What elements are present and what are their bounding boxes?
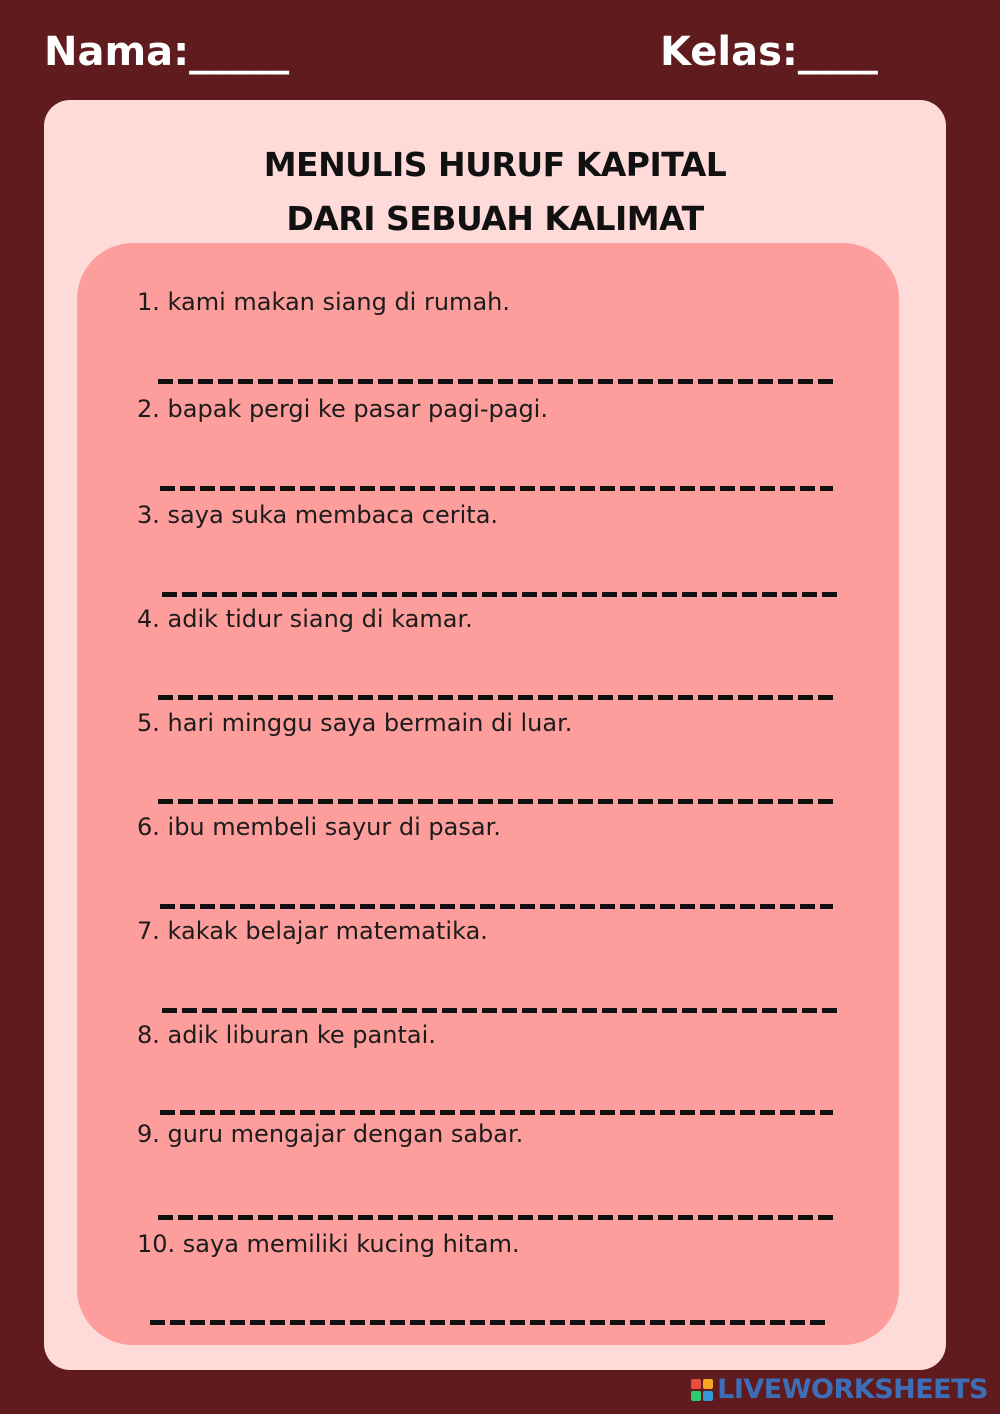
question-2: 2. bapak pergi ke pasar pagi-pagi. bbox=[137, 395, 548, 423]
brand-name: LIVEWORKSHEETS bbox=[717, 1374, 988, 1405]
liveworksheets-brand[interactable] bbox=[691, 1374, 988, 1406]
question-10: 10. saya memiliki kucing hitam. bbox=[137, 1230, 520, 1258]
question-5: 5. hari minggu saya bermain di luar. bbox=[137, 709, 573, 737]
answer-line-8[interactable] bbox=[160, 1110, 833, 1115]
answer-line-7[interactable] bbox=[162, 1008, 837, 1013]
question-7: 7. kakak belajar matematika. bbox=[137, 917, 488, 945]
question-4: 4. adik tidur siang di kamar. bbox=[137, 605, 473, 633]
worksheet-title-line-1: MENULIS HURUF KAPITAL bbox=[263, 145, 727, 184]
answer-line-10[interactable] bbox=[150, 1320, 827, 1325]
liveworksheets-logo-icon bbox=[691, 1379, 713, 1401]
answer-line-3[interactable] bbox=[162, 592, 837, 597]
answer-line-1[interactable] bbox=[158, 379, 833, 384]
class-field-label: Kelas:____ bbox=[660, 29, 878, 75]
question-8: 8. adik liburan ke pantai. bbox=[137, 1021, 436, 1049]
worksheet-title-line-2: DARI SEBUAH KALIMAT bbox=[286, 199, 704, 238]
answer-line-9[interactable] bbox=[158, 1215, 833, 1220]
question-9: 9. guru mengajar dengan sabar. bbox=[137, 1120, 524, 1148]
question-6: 6. ibu membeli sayur di pasar. bbox=[137, 813, 501, 841]
answer-line-4[interactable] bbox=[158, 695, 833, 700]
question-3: 3. saya suka membaca cerita. bbox=[137, 501, 499, 529]
answer-line-5[interactable] bbox=[158, 799, 833, 804]
answer-line-2[interactable] bbox=[160, 486, 833, 491]
question-1: 1. kami makan siang di rumah. bbox=[137, 288, 510, 316]
answer-line-6[interactable] bbox=[160, 904, 833, 909]
name-field-label: Nama:_____ bbox=[44, 29, 290, 75]
